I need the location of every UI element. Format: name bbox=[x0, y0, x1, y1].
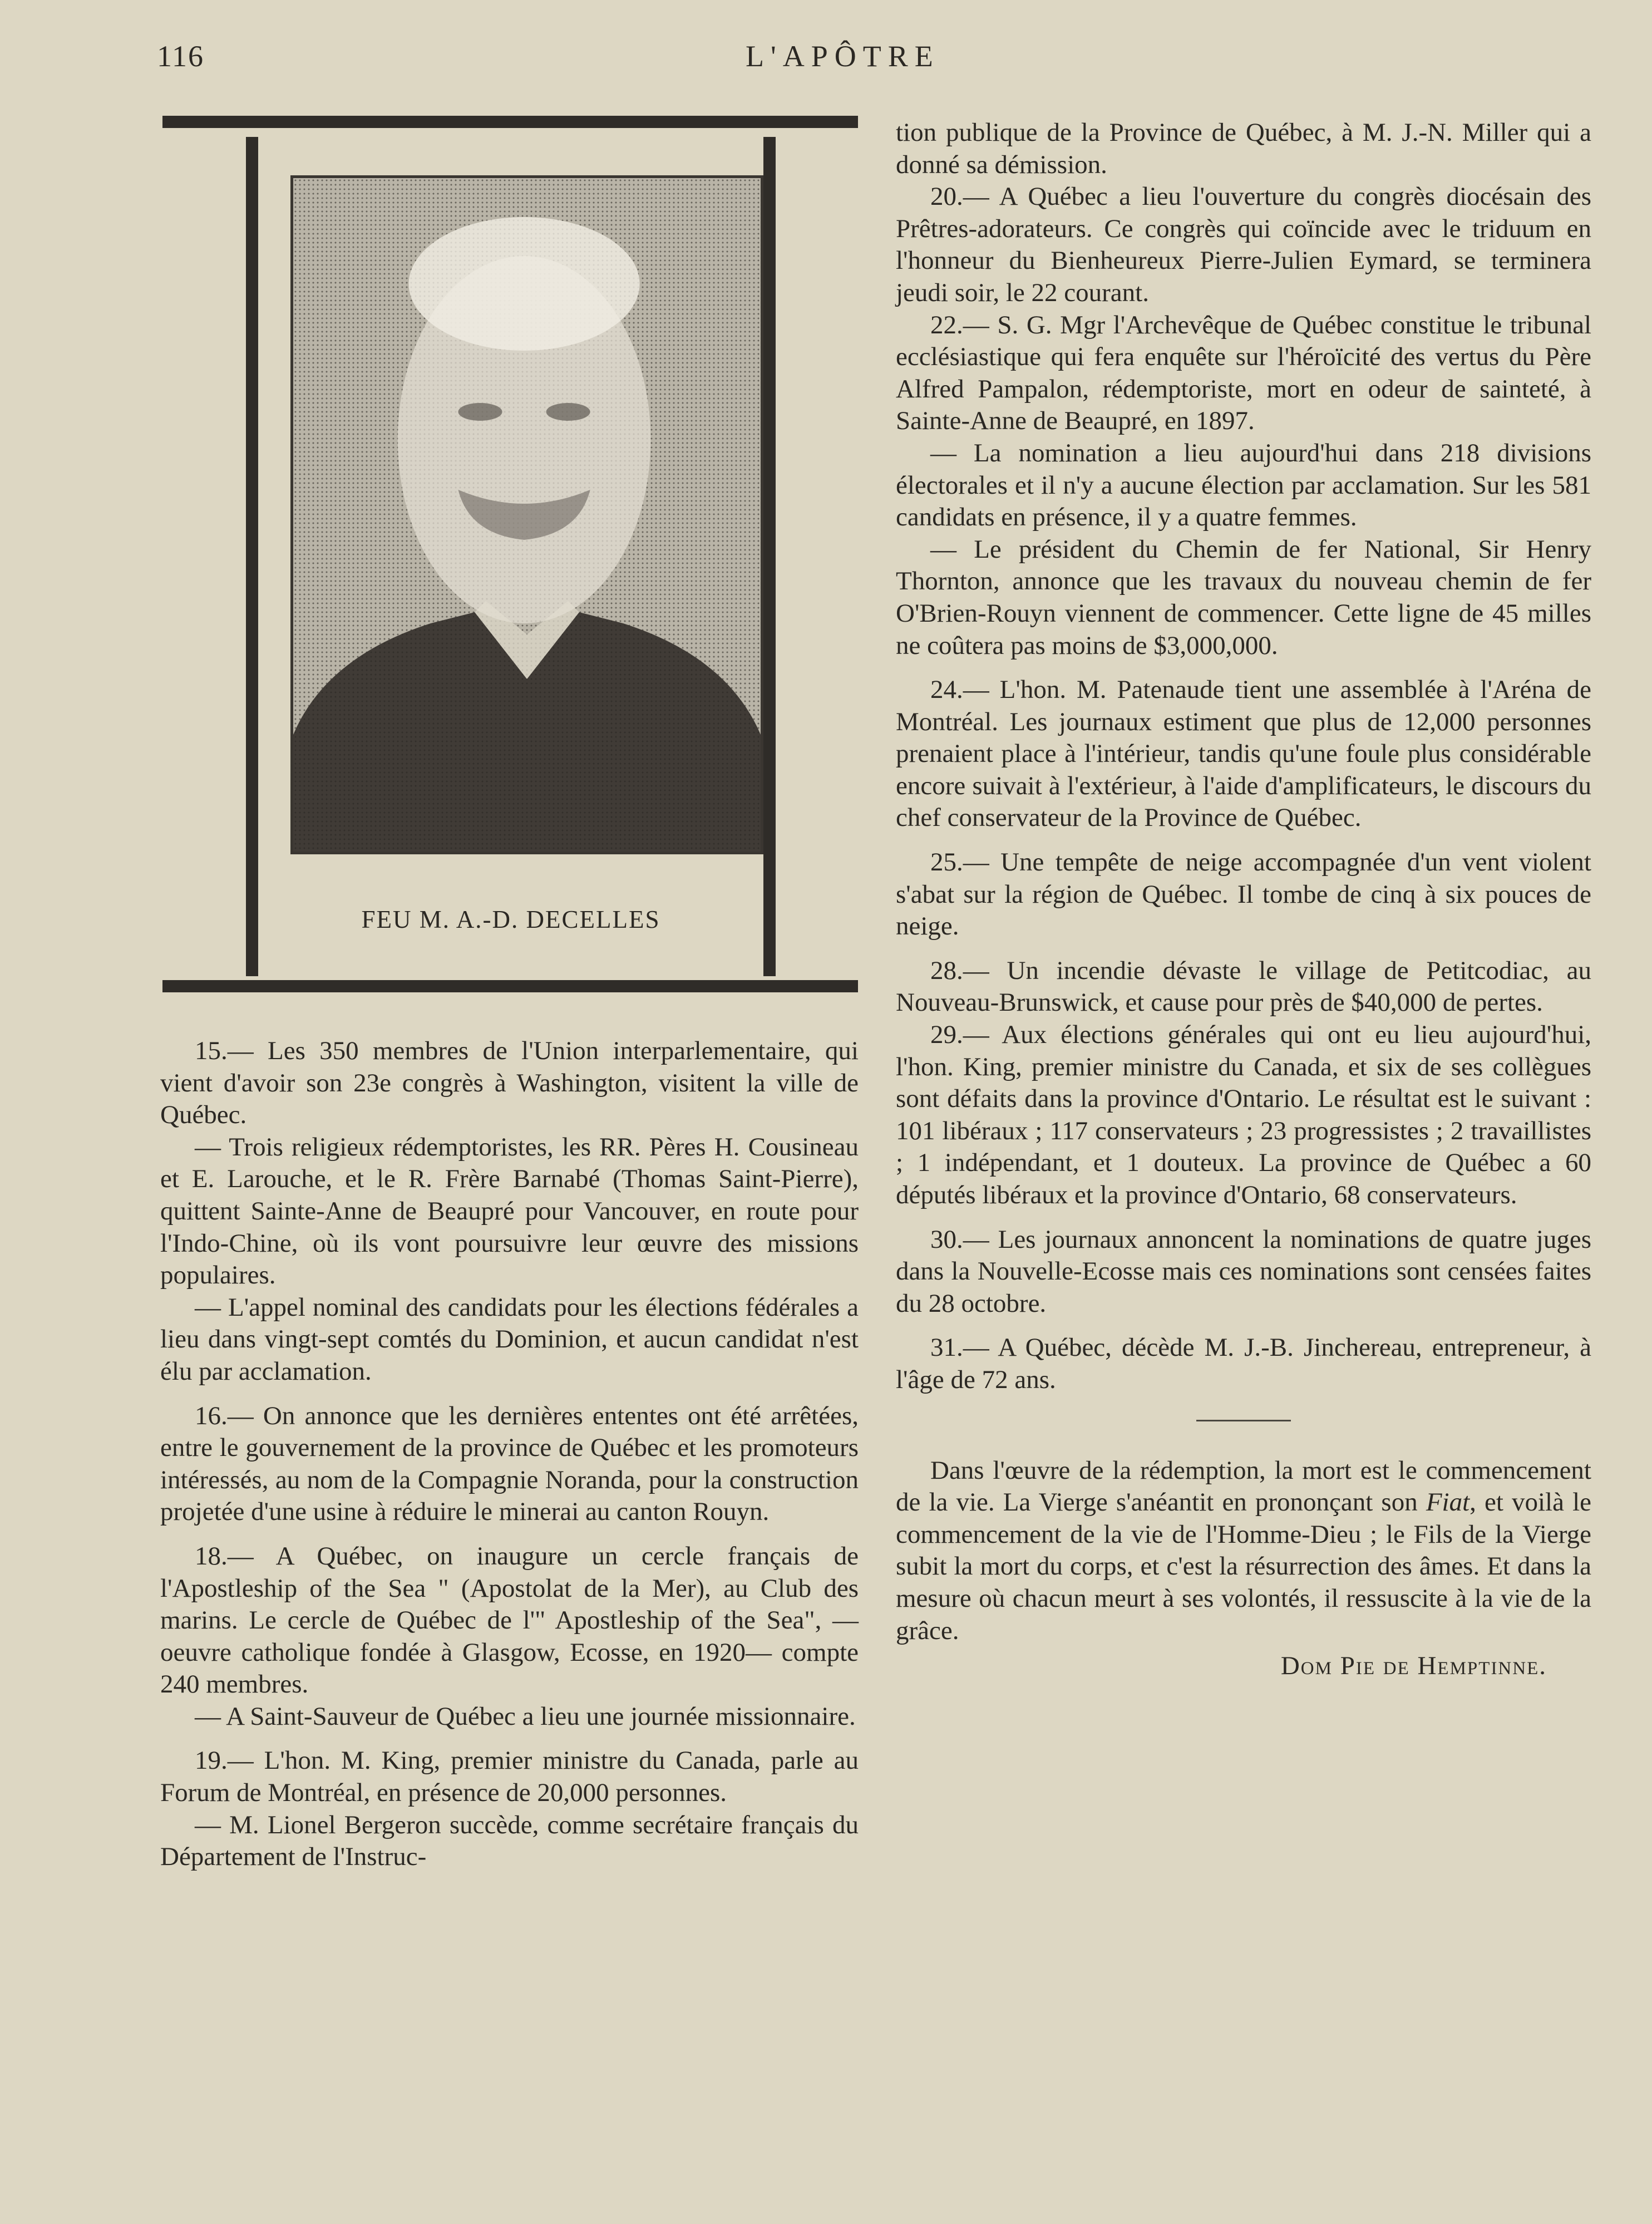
entry-paragraph: 25.— Une tempête de neige accompagnée d'un vent violent s'abat sur la région de Québec. Il tombe de cinq à six pouces de neige. bbox=[896, 848, 1591, 941]
quote-signature: Dom Pie de Hemptinne. bbox=[1280, 1651, 1547, 1681]
portrait-frame bbox=[162, 116, 858, 992]
page-number: 116 bbox=[157, 40, 204, 73]
frame-left-bar bbox=[246, 137, 258, 976]
entry-paragraph: 16.— On annonce que les dernières ententes ont été arrêtées, entre le gouvernement de la province de Québec et les promoteurs intéressés, au nom de la Compagnie Noranda, pour la construction projetée d'une usine à réduire le minerai au canton Rouyn. bbox=[160, 1401, 859, 1527]
entry-paragraph: 28.— Un incendie dévaste le village de Petitcodiac, au Nouveau-Brunswick, et cause pour près de $40,000 de pertes. bbox=[896, 956, 1591, 1017]
running-head: L'APÔTRE bbox=[746, 40, 940, 73]
entry-paragraph: — Trois religieux rédemptoristes, les RR. Pères H. Cousineau et E. Larouche, et le R. Frère Barnabé (Thomas Saint-Pierre), quittent Sainte-Anne de Beaupré pour Vancouver, en route pour l'Indo-Chine, où ils vont poursuivre leur œuvre des missions populaires. bbox=[160, 1132, 859, 1290]
entry-paragraph: 15.— Les 350 membres de l'Union interparlementaire, qui vient d'avoir son 23e congrès à Washington, visitent la ville de Québec. bbox=[160, 1036, 859, 1130]
entry-paragraph: — L'appel nominal des candidats pour les élections fédérales a lieu dans vingt-sept comtés du Dominion, et aucun candidat n'est élu par acclamation. bbox=[160, 1292, 859, 1386]
entry-paragraph: 22.— S. G. Mgr l'Archevêque de Québec constitue le tribunal ecclésiastique qui fera enquête sur l'héroïcité des vertus du Père Alfred Pampalon, rédemptoriste, mort en odeur de sainteté, à Sainte-Anne de Beaupré, en 1897. bbox=[896, 310, 1591, 436]
portrait-figure bbox=[293, 178, 761, 852]
entry-paragraph: — Le président du Chemin de fer National, Sir Henry Thornton, annonce que les travaux du nouveau chemin de fer O'Brien-Rouyn viennent de commencer. Cette ligne de 45 milles ne coûtera pas moins de $3,000,000. bbox=[896, 534, 1591, 660]
entry-paragraph: 20.— A Québec a lieu l'ouverture du congrès diocésain des Prêtres-adorateurs. Ce congrès qui coïncide avec le triduum en l'honneur du Bienheureux Pierre-Julien Eymard, se terminera jeudi soir, le 22 courant. bbox=[896, 182, 1591, 307]
quote-fiat: Fiat bbox=[1426, 1488, 1470, 1517]
left-column bbox=[160, 1035, 859, 1873]
entry-paragraph: — A Saint-Sauveur de Québec a lieu une journée missionnaire. bbox=[195, 1701, 856, 1731]
entry-paragraph: 18.— A Québec, on inaugure un cercle français de l'Apostleship of the Sea " (Apostolat de la Mer), au Club des marins. Le cercle de Québec de l'" Apostleship of the Sea", —oeuvre catholique fondée à Glasgow, Ecosse, en 1920— compte 240 membres. bbox=[160, 1541, 859, 1699]
quote-text-end: , et voilà le commencement de la vie de l'Homme-Dieu ; le Fils de la Vierge subit la mort du corps, et c'est la résurrection des âmes. Et dans la mesure où chacun meurt à ses volontés, il ressuscite à la vie de la grâce. bbox=[896, 1488, 1591, 1645]
entry-paragraph: 24.— L'hon. M. Patenaude tient une assemblée à l'Aréna de Montréal. Les journaux estiment que plus de 12,000 personnes prenaient place à l'intérieur, tandis qu'une foule plus considérable encore suivait à l'extérieur, à l'aide d'amplificateurs, le discours du chef conservateur de la Province de Québec. bbox=[896, 675, 1591, 833]
entry-paragraph: 31.— A Québec, décède M. J.-B. Jinchereau, entrepreneur, à l'âge de 72 ans. bbox=[896, 1333, 1591, 1394]
section-separator bbox=[1196, 1420, 1291, 1421]
frame-top-rule bbox=[162, 116, 858, 128]
quote-text-start: Dans l'œuvre de la rédemption, la mort est le commencement de la vie. La Vierge s'anéantit en prononçant son bbox=[896, 1455, 1591, 1517]
portrait-caption: FEU M. A.-D. DECELLES bbox=[361, 906, 660, 933]
frame-right-bar bbox=[763, 137, 776, 976]
frame-bottom-rule bbox=[162, 980, 858, 992]
entry-paragraph: 29.— Aux élections générales qui ont eu lieu aujourd'hui, l'hon. King, premier ministre du Canada, et six de ses collègues sont défaits dans la province d'Ontario. Le résultat est le suivant : 101 libéraux ; 117 conservateurs ; 23 progressistes ; 2 travaillistes ; 1 indépendant, et 1 douteux. La province de Québec a 60 députés libéraux et la province d'Ontario, 68 conservateurs. bbox=[896, 1020, 1591, 1209]
portrait-photo bbox=[290, 175, 763, 854]
entry-paragraph: 19.— L'hon. M. King, premier ministre du Canada, parle au Forum de Montréal, en présence de 20,000 personnes. bbox=[160, 1746, 859, 1808]
entry-paragraph: — La nomination a lieu aujourd'hui dans 218 divisions électorales et il n'y a aucune élection par acclamation. Sur les 581 candidats en présence, il y a quatre femmes. bbox=[896, 438, 1591, 532]
entry-paragraph: — M. Lionel Bergeron succède, comme secrétaire français du Département de l'Instruc- bbox=[160, 1810, 859, 1872]
entry-paragraph: tion publique de la Province de Québec, à M. J.-N. Miller qui a donné sa démission. bbox=[896, 118, 1591, 179]
right-column bbox=[896, 117, 1591, 1682]
entry-paragraph: 30.— Les journaux annoncent la nominations de quatre juges dans la Nouvelle-Ecosse mais ces nominations sont censées faites du 28 octobre. bbox=[896, 1224, 1591, 1318]
quote-paragraph bbox=[896, 1455, 1591, 1647]
